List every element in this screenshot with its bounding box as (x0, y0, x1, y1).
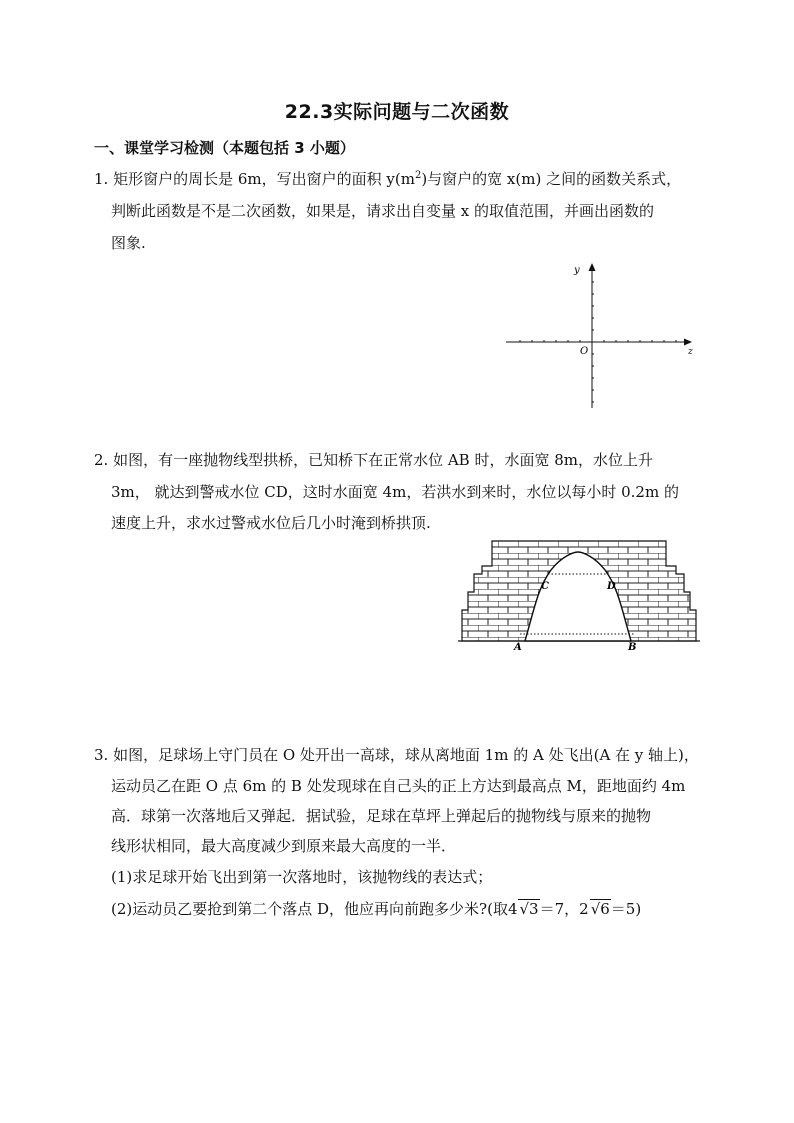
point-d-label: D (607, 581, 616, 592)
q3-sub-question-1: (1)求足球开始飞出到第一次落地时，该抛物线的表达式； (111, 868, 493, 886)
q1-line-3: 图象. (111, 234, 146, 252)
point-a-label: A (514, 642, 522, 652)
x-axis-label: z (688, 347, 693, 357)
sqrt-6-radicand: 6 (600, 900, 610, 918)
origin-label: O (580, 346, 589, 357)
coordinate-axes-figure (500, 258, 700, 413)
q2-line-2: 3m， 就达到警戒水位 CD，这时水面宽 4m，若洪水到来时，水位以每小时 0.2m 的 (111, 483, 679, 501)
y-axis-arrow-icon (589, 263, 596, 271)
q2-line-3: 速度上升，求水过警戒水位后几小时淹到桥拱顶. (111, 514, 431, 532)
page-title: 22.3实际问题与二次函数 (284, 101, 510, 123)
q1-line-2: 判断此函数是不是二次函数，如果是，请求出自变量 x 的取值范围，并画出函数的 (111, 202, 654, 220)
q3-line-2: 运动员乙在距 O 点 6m 的 B 处发现球在自己头的正上方达到最高点 M，距地面约 4m (111, 777, 686, 795)
sqrt-6: √6 (590, 900, 610, 918)
q3-line-1: 3. 如图，足球场上守门员在 O 处开出一高球，球从离地面 1m 的 A 处飞出(A 在 y 轴上)， (94, 746, 699, 764)
q1-line-1a: 1. 矩形窗户的周长是 6m，写出窗户的面积 y(m (94, 170, 415, 188)
y-axis-label: y (574, 265, 580, 276)
q1-line-1b: )与窗户的宽 x(m) 之间的函数关系式， (421, 170, 682, 188)
x-axis-arrow-icon (684, 339, 692, 346)
q3-sub-question-2 (111, 899, 641, 919)
point-b-label: B (628, 642, 637, 652)
q3-sub2-text-c: ＝5) (610, 900, 642, 918)
q3-line-4: 线形状相同，最大高度减少到原来最大高度的一半． (111, 837, 457, 855)
sqrt-3: √3 (519, 900, 539, 918)
q2-line-1: 2. 如图，有一座抛物线型拱桥，已知桥下在正常水位 AB 时，水面宽 8m，水位上升 (94, 451, 654, 469)
q3-sub2-text-a: (2)运动员乙要抢到第二个落点 D，他应再向前跑多少米?(取4 (111, 900, 518, 918)
q1-superscript: 2 (414, 170, 422, 181)
q1-line-1 (94, 169, 681, 189)
sqrt-3-radicand: 3 (529, 900, 539, 918)
q3-sub2-text-b: ＝7，2 (539, 900, 589, 918)
point-c-label: C (541, 581, 549, 592)
section-heading: 一、课堂学习检测（本题包括 3 小题） (94, 139, 355, 157)
parabolic-bridge-figure (458, 540, 700, 652)
q3-line-3: 高．球第一次落地后又弹起．据试验，足球在草坪上弹起后的抛物线与原来的抛物 (111, 807, 652, 825)
